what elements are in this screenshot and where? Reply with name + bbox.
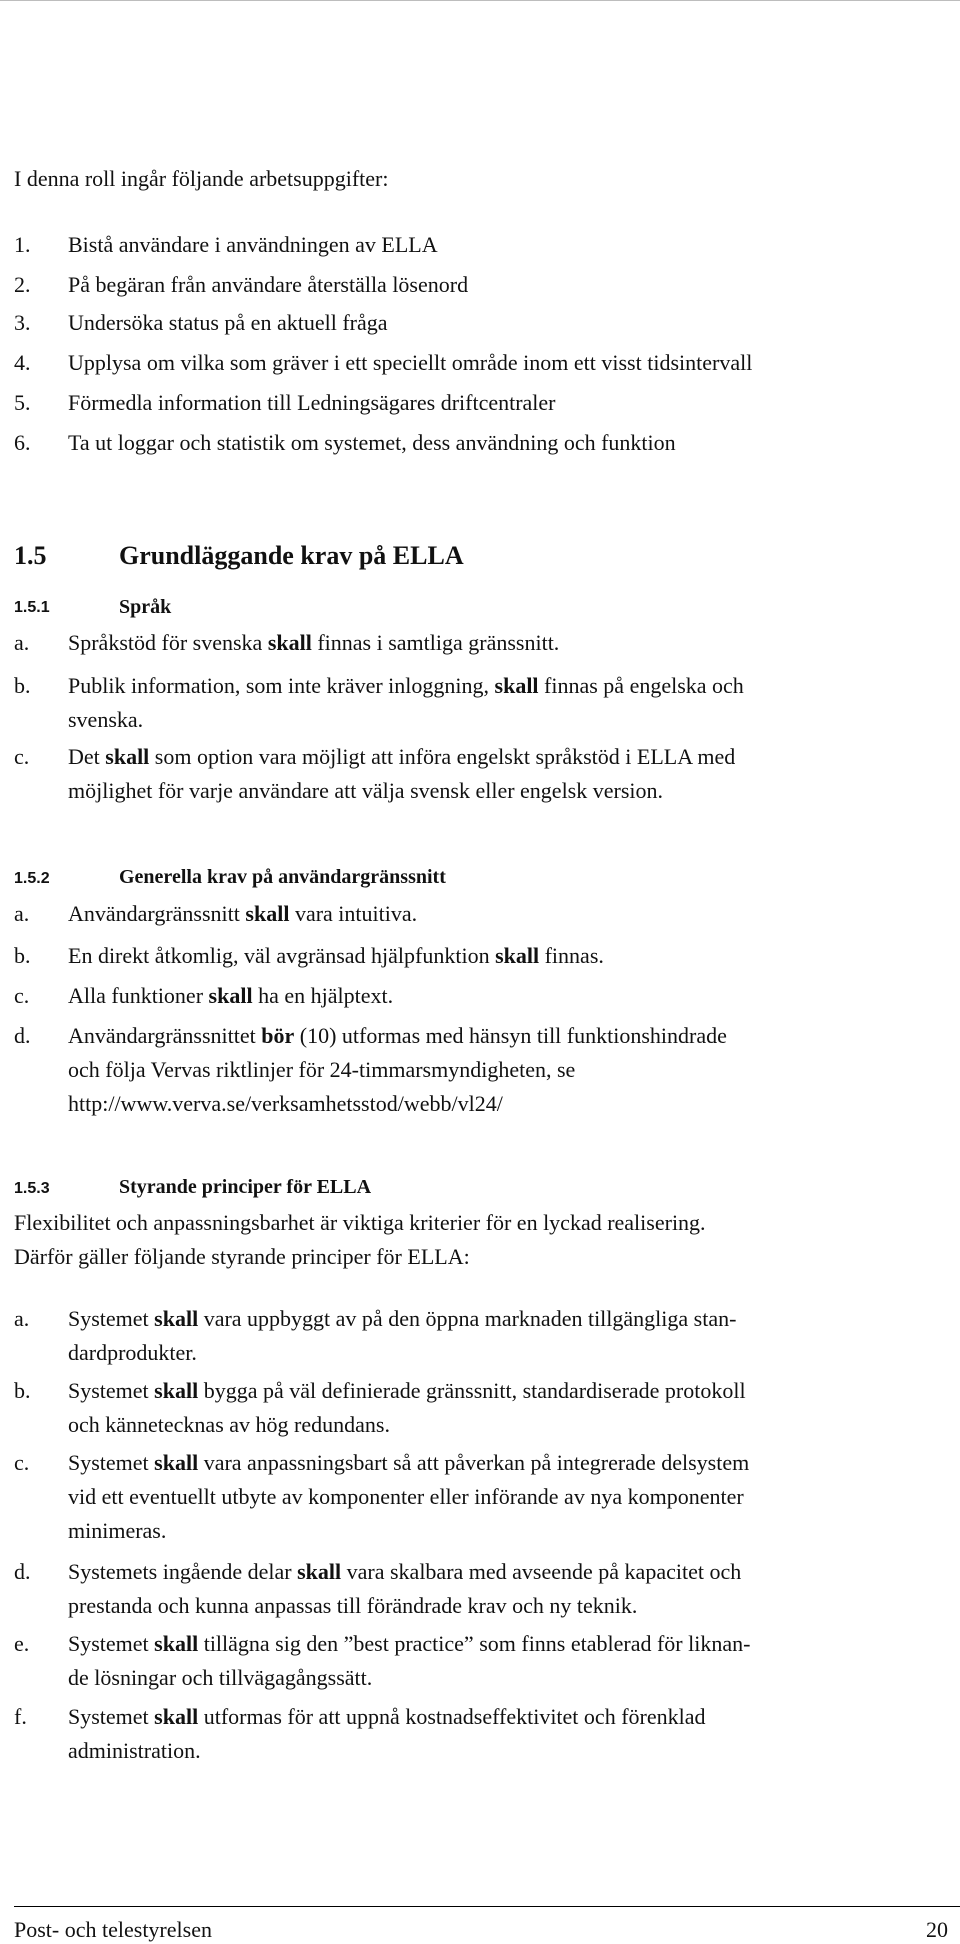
item-text: vara intuitiva.: [289, 901, 418, 926]
item-letter: b.: [14, 943, 31, 968]
item-number: 4.: [14, 350, 31, 375]
item-text: http://www.verva.se/verksamhetsstod/webb/vl24/: [68, 1091, 503, 1116]
item-text: administration.: [68, 1738, 201, 1763]
item-text: dardprodukter.: [68, 1340, 197, 1365]
subsection-number: 1.5.3: [14, 1180, 50, 1197]
emphasis-keyword: skall: [297, 1559, 342, 1584]
subsection-title: Generella krav på användargränssnitt: [119, 866, 446, 888]
emphasis-keyword: skall: [208, 983, 253, 1008]
item-letter: c.: [14, 983, 30, 1008]
item-line: [68, 746, 735, 768]
item-line: [68, 945, 604, 967]
emphasis-keyword: skall: [154, 1306, 199, 1331]
footer-org: Post- och telestyrelsen: [14, 1917, 212, 1942]
emphasis-keyword: skall: [154, 1631, 199, 1656]
subsection-number: 1.5.2: [14, 870, 50, 887]
item-text: utformas för att uppnå kostnadseffektivitet och förenklad: [198, 1704, 706, 1729]
item-line: [68, 780, 663, 802]
item-text: En direkt åtkomlig, väl avgränsad hjälpfunktion: [68, 943, 496, 968]
item-text: Systemet: [68, 1450, 155, 1475]
item-text: Användargränssnittet: [68, 1023, 262, 1048]
item-line: [68, 1342, 197, 1364]
emphasis-keyword: skall: [495, 943, 540, 968]
item-text: Upplysa om vilka som gräver i ett speciellt område inom ett visst tidsintervall: [68, 350, 753, 375]
item-text: Språkstöd för svenska: [68, 630, 268, 655]
item-letter: a.: [14, 901, 30, 926]
item-number: 1.: [14, 232, 31, 257]
emphasis-keyword: skall: [154, 1450, 199, 1475]
emphasis-keyword: skall: [267, 630, 312, 655]
item-letter: b.: [14, 673, 31, 698]
item-text: vara skalbara med avseende på kapacitet och: [341, 1559, 742, 1584]
item-text: finnas.: [539, 943, 604, 968]
page-number: 20: [926, 1917, 948, 1942]
emphasis-keyword: skall: [154, 1704, 199, 1729]
item-line: [68, 632, 559, 654]
item-text: möjlighet för varje användare att välja svensk eller engelsk version.: [68, 778, 664, 803]
item-line: [68, 903, 417, 925]
item-text: Systemet: [68, 1704, 155, 1729]
item-line: [68, 1740, 201, 1762]
item-line: [68, 1561, 741, 1583]
footer-rule: [14, 1906, 960, 1907]
item-text: vara anpassningsbart så att påverkan på integrerade delsystem: [198, 1450, 750, 1475]
item-letter: e.: [14, 1631, 30, 1656]
emphasis-keyword: bör: [261, 1023, 295, 1048]
item-text: de lösningar och tillvägagångssätt.: [68, 1665, 373, 1690]
item-text: prestanda och kunna anpassas till förändrade krav och ny teknik.: [68, 1593, 638, 1618]
item-text: Systemet: [68, 1306, 155, 1331]
item-line: [68, 1025, 727, 1047]
item-line: [68, 1520, 166, 1542]
subsection-title: Styrande principer för ELLA: [119, 1176, 372, 1198]
subsection-title: Språk: [119, 596, 172, 618]
item-text: Ta ut loggar och statistik om systemet, dess användning och funktion: [68, 430, 676, 455]
emphasis-keyword: skall: [494, 673, 539, 698]
item-line: [68, 1486, 744, 1508]
item-text: svenska.: [68, 707, 144, 732]
item-text: som option vara möjligt att införa engelskt språkstöd i ELLA med: [149, 744, 736, 769]
item-line: [68, 675, 744, 697]
item-line: [68, 985, 393, 1007]
section-number: 1.5: [14, 541, 47, 570]
item-text: tillägna sig den ”best practice” som finns etablerad för liknan-: [198, 1631, 751, 1656]
item-letter: f.: [14, 1704, 27, 1729]
item-number: 3.: [14, 310, 31, 335]
item-letter: a.: [14, 1306, 30, 1331]
item-line: [68, 1452, 749, 1474]
item-text: Alla funktioner: [68, 983, 209, 1008]
item-text: Systemet: [68, 1378, 155, 1403]
item-text: Undersöka status på en aktuell fråga: [68, 310, 388, 335]
item-text: Användargränssnitt: [68, 901, 246, 926]
intro-text: I denna roll ingår följande arbetsuppgifter:: [14, 166, 389, 191]
item-line: [68, 1706, 705, 1728]
item-number: 5.: [14, 390, 31, 415]
item-text: På begäran från användare återställa lösenord: [68, 272, 469, 297]
item-text: vid ett eventuellt utbyte av komponenter eller införande av nya komponenter: [68, 1484, 744, 1509]
item-text: Bistå användare i användningen av ELLA: [68, 232, 438, 257]
item-letter: a.: [14, 630, 30, 655]
emphasis-keyword: skall: [105, 744, 150, 769]
section-title: Grundläggande krav på ELLA: [119, 541, 464, 570]
item-text: finnas i samtliga gränssnitt.: [311, 630, 560, 655]
item-line: [68, 709, 143, 731]
item-number: 2.: [14, 272, 31, 297]
item-text: vara uppbyggt av på den öppna marknaden tillgängliga stan-: [198, 1306, 737, 1331]
item-text: Det: [68, 744, 106, 769]
item-text: Systemets ingående delar: [68, 1559, 298, 1584]
item-letter: c.: [14, 1450, 30, 1475]
item-line: [68, 1380, 746, 1402]
item-line: [68, 1595, 637, 1617]
item-text: bygga på väl definierade gränssnitt, standardiserade protokoll: [198, 1378, 746, 1403]
item-letter: d.: [14, 1023, 31, 1048]
item-text: ha en hjälptext.: [252, 983, 394, 1008]
item-line: [68, 1414, 390, 1436]
paragraph-line: Flexibilitet och anpassningsbarhet är viktiga kriterier för en lyckad realisering.: [14, 1210, 706, 1235]
top-border: [0, 0, 960, 1]
item-text: Systemet: [68, 1631, 155, 1656]
item-text: minimeras.: [68, 1518, 167, 1543]
item-text: (10) utformas med hänsyn till funktionshindrade: [294, 1023, 727, 1048]
item-number: 6.: [14, 430, 31, 455]
item-line: [68, 1633, 750, 1655]
subsection-number: 1.5.1: [14, 599, 50, 616]
emphasis-keyword: skall: [245, 901, 290, 926]
item-text: och kännetecknas av hög redundans.: [68, 1412, 390, 1437]
paragraph-line: Därför gäller följande styrande principer för ELLA:: [14, 1244, 470, 1269]
item-line: [68, 1667, 372, 1689]
item-text: Publik information, som inte kräver inloggning,: [68, 673, 495, 698]
item-letter: b.: [14, 1378, 31, 1403]
item-line: [68, 1308, 736, 1330]
item-text: finnas på engelska och: [538, 673, 744, 698]
item-text: och följa Vervas riktlinjer för 24-timmarsmyndigheten, se: [68, 1057, 576, 1082]
item-line: [68, 1093, 503, 1115]
emphasis-keyword: skall: [154, 1378, 199, 1403]
item-letter: d.: [14, 1559, 31, 1584]
item-letter: c.: [14, 744, 30, 769]
item-text: Förmedla information till Ledningsägares driftcentraler: [68, 390, 556, 415]
item-line: [68, 1059, 575, 1081]
